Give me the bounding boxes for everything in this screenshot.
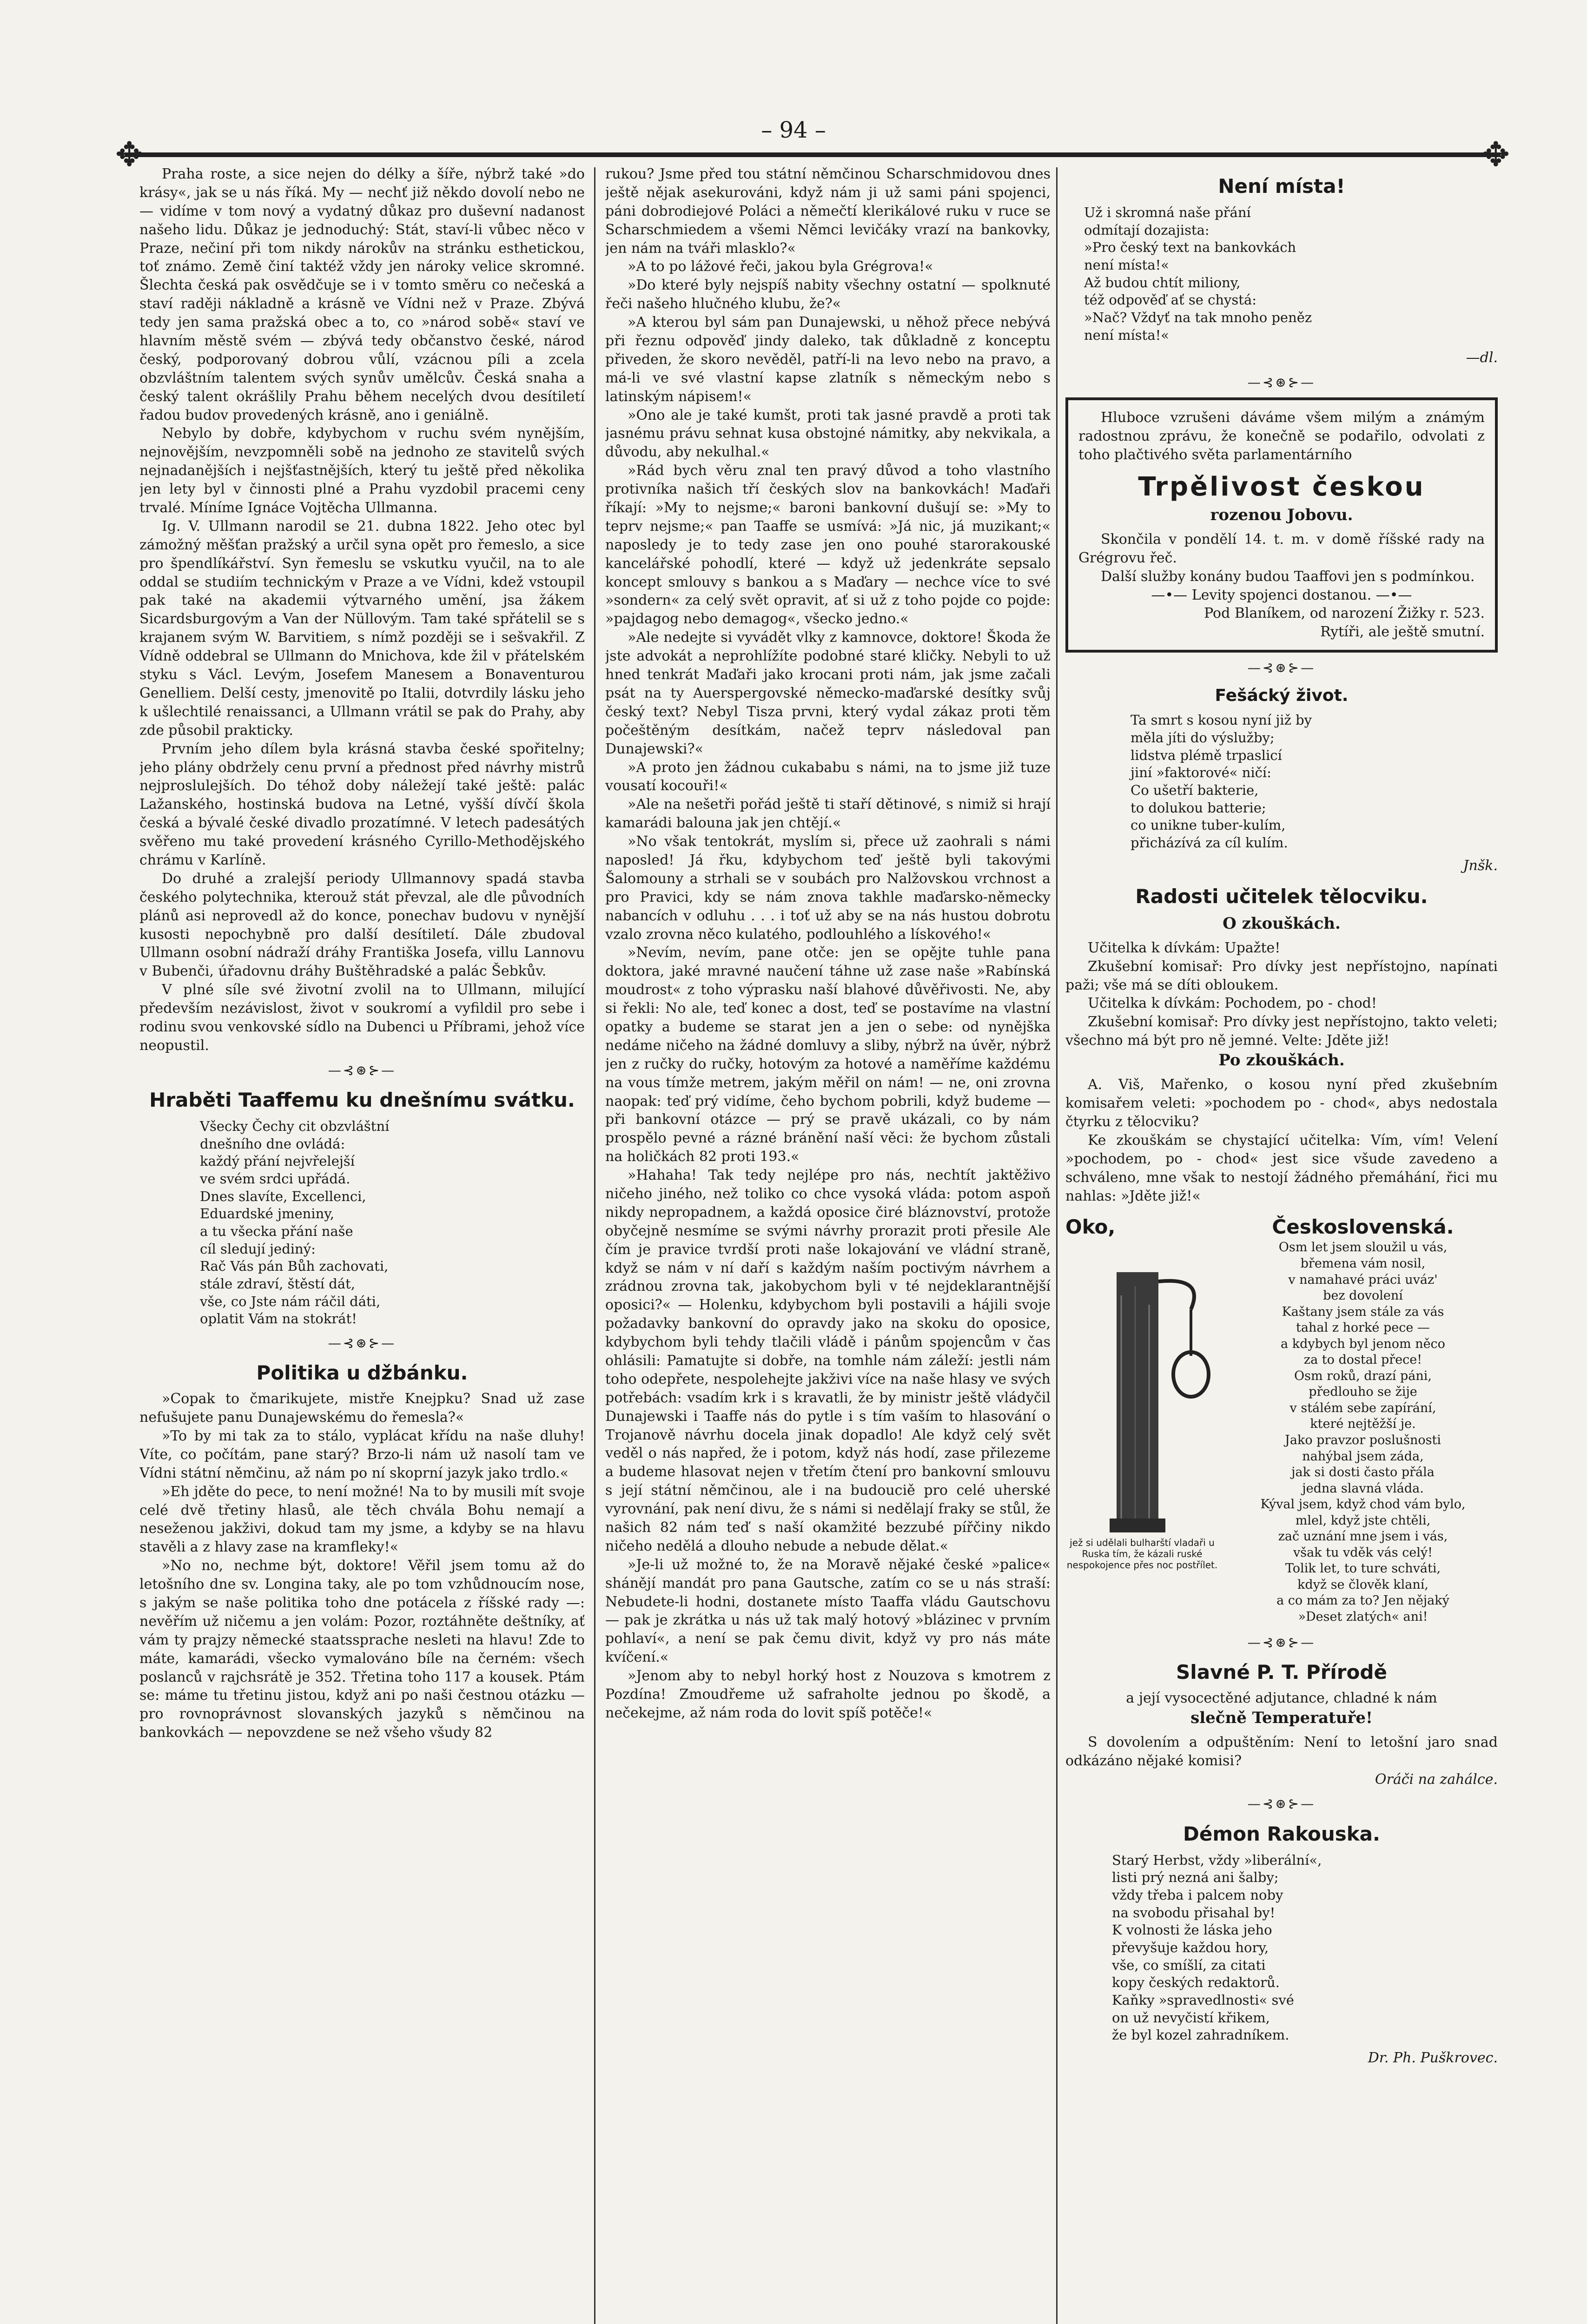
article-paragraph: »No však tentokrát, myslím si, přece už zaohrali s námi naposled! Já řku, kdybychom teď ještě byli takovými Šalomouny a strhali se v soubách pro Nalžovskou vrchnost a pro Pravici, kdy se nám znova takhle maďarsko-německy nabancích v odluhu . . . i toť už aby se na nás hustou dobrotu vzalo zrovna něco kulatého, podlouhlého a lískového!«: [605, 833, 1051, 943]
poem-line: Ta smrt s kosou nyní již by: [1131, 712, 1312, 728]
corner-ornament-icon: ✥: [115, 135, 144, 174]
poem-line: Osm roků, drazí páni,: [1294, 1368, 1432, 1383]
poem-line: které nejtěžší je.: [1310, 1417, 1416, 1432]
poem-line: vše, co Jste nám ráčil dáti,: [200, 1293, 381, 1309]
divider-ornament-icon: —⊰⊛⊱—: [1247, 1634, 1316, 1650]
poem-line: jedna slavná vláda.: [1302, 1481, 1424, 1496]
poem-line: co unikne tuber-kulím,: [1131, 817, 1286, 833]
poem-line: on už nevyčistí křikem,: [1112, 2009, 1270, 2026]
article-paragraph: »No no, nechme být, doktore! Věřil jsem tomu až do letošního dne sv. Longina taky, ale po tom vzhůdnoucím nose, s jakým se naše politika toho dne potácela z říšské rady —: nevěřím už ničemu a jen volám: Pozor, roztáhněte deštníky, ať vám ty prajzy německé staatssprache nesleti na hlavu! Zde to máte, kamarádi, všecko vymalováno bíle na černém: všech poslanců v rajchsrátě je 352. Třetina toho 117 a kousek. Ptám se: máme tu třetinu jistou, když ani po naši čestnou otázku — pro rovnoprávnost slovanských jazyků s němčinou na bankovkách — nepovzdene se než všeho všudy 82: [139, 1558, 585, 1741]
poem-line: v namahavé práci uváz': [1288, 1272, 1438, 1287]
poem-line: »Pro český text na bankovkách: [1084, 239, 1296, 256]
poem-line: ve svém srdci upřádá.: [200, 1170, 350, 1187]
poem-line: Až budou chtít miliony,: [1084, 274, 1241, 290]
corner-ornament-icon: ✥: [1481, 135, 1510, 174]
poem-line: Všecky Čechy cit obzvláštní: [200, 1118, 390, 1134]
subheadline: slečně Temperatuře!: [1190, 1708, 1373, 1727]
poem-line: Kaňky »spravedlnosti« své: [1112, 1992, 1294, 2008]
poem-line: na svobodu přisahal by!: [1112, 1904, 1276, 1921]
headline-demon: Démon Rakouska.: [1183, 1822, 1380, 1845]
poem-line: mlel, když jste chtěli,: [1295, 1513, 1431, 1528]
poem-line: odmítají dozajista:: [1084, 222, 1210, 238]
signature: Jnšk.: [1463, 857, 1498, 874]
article-paragraph: a její vysocectěné adjutance, chladné k nám: [1126, 1690, 1437, 1706]
poem-title: Československá.: [1272, 1215, 1454, 1238]
box-text: —•— Levity spojenci dostanou. —•—: [1151, 587, 1412, 603]
poem: [1084, 204, 1498, 344]
article-paragraph: »Jenom aby to nebyl horký host z Nouzova s kmotrem z Pozdína! Zmoudřeme už safraholte jednou po škodě, a nečekejme, až nám roda do lovit spíš potěče!«: [605, 1668, 1051, 1721]
poem-line: nahýbal jsem záda,: [1302, 1449, 1424, 1464]
divider-ornament-icon: —⊰⊛⊱—: [328, 1062, 397, 1078]
headline-neni-mista: Není místa!: [1218, 175, 1345, 198]
poem-line: Eduardské jmeniny,: [200, 1206, 334, 1222]
column-3: [1065, 165, 1498, 2324]
poem-line: vždy třeba i palcem noby: [1112, 1887, 1283, 1903]
poem-line: jak si dosti často přála: [1291, 1465, 1435, 1480]
poem-line: měla jíti do výslužby;: [1131, 729, 1275, 746]
headline-fesacky: Fešácký život.: [1215, 686, 1349, 706]
poem-line: když se člověk klaní,: [1297, 1577, 1428, 1592]
poem-line: Jako pravzor poslušnosti: [1285, 1433, 1441, 1447]
signature: Dr. Ph. Puškrovec.: [1368, 2050, 1498, 2067]
poem-line: a tu všecka přání naše: [200, 1223, 353, 1239]
poem-line: bez dovolení: [1323, 1288, 1403, 1303]
box-subtitle: rozenou Jobovu.: [1210, 505, 1353, 524]
poem-line: však tu vděk vás celý!: [1293, 1545, 1433, 1560]
poem-line: převyšuje každou hory,: [1112, 1939, 1269, 1955]
poem-line: jiní »faktorové« ničí:: [1131, 765, 1271, 781]
poem-line: cíl sledují jediný:: [200, 1241, 316, 1257]
article-paragraph: »Hahaha! Tak tedy nejlépe pro nás, nechtít jaktěživo ničeho jiného, než toliko co chce vysoká vláda: potom aspoň nikdy nepropadnem, a každá oposice čiré bláznovství, protože obyčejně nesmíme se svými návrhy prorazit proti přesile Ale čím je pravice tvrdší proti naše lokajování ve vládní straně, když se nám v ní daří s každým naším poctivým návrhem a zrádnou zrovna tak, jakobychom byli v té nejdeklarantnější oposici?« — Holenku, kdybychom byli postavili a hájili svoje požadavky bankovní do opravdy jako na skoku do oposice, kdybychom byli tehdy tlačili vládě i pánům spojencům v čas ohlásili: Pamatujte si dobře, na tomhle nám záleží: jestli nám toho odepřete, nespolehejte jakživi více na naše hlasy ve svých potřebách: vsadím krk i s kravatli, že by ministr ještě vládyčil Dunajewski i Taaffe nás do pytle i s tím vaším to hlasování o Trojanově návrhu docela jinak dopadlo! Ale když celý svět veděl o nás napřed, že i potom, když nás hodí, zase přilezeme a budeme hlasovat nejen v třetím čtení pro bankovní smlouvu s její státní němčinou, ale i na budouciě pro celé uherské vyrovnání, pak není divu, že s námi si nedělají fraky se stůl, že našich 82 nám teď s naší okamžité bezzubé pířčiny nikdo ničeho nedělá a dlouho nebude a nebude dělat.«: [605, 1167, 1051, 1554]
headline-politika: Politika u džbánku.: [256, 1361, 468, 1385]
poem: [1131, 712, 1498, 852]
subheadline: Po zkouškách.: [1218, 1051, 1345, 1070]
poem-line: a kdybych byl jenom něco: [1281, 1336, 1445, 1351]
article-paragraph: Ig. V. Ullmann narodil se 21. dubna 1822. Jeho otec byl zámožný měšťan pražský a určil syna opět pro řemeslo, a sice pro špendlíkářství. Syn řemeslu se vskutku vyučil, na to ale oddal se studiím technickým v Praze a ve Vídni, kdež vstoupil pak také na akademii výtvarného umění, jsa žákem Sicardsburgovým a Van der Nüllovým. Tam také spřátelil se s krajanem svým W. Barvitiem, s nímž později se i sešvakřil. Z Vídně oddebral se Ullmann do Mnichova, kde žil v přátelském styku s Václ. Levým, Josefem Manesem a Bonaventurou Genelliem. Delší cesty, jmenovitě po Italii, dotvrdily lásku jeho k ušlechtilé renaissanci, a Ullmann vrátil se pak do Prahy, aby zde působil prakticky.: [139, 518, 585, 739]
poem-line: »Deset zlatých« ani!: [1298, 1610, 1428, 1624]
box-text: Rytíři, ale ještě smutní.: [1320, 624, 1485, 640]
poem-line: za to dostal přece!: [1303, 1353, 1422, 1367]
signature: —dl.: [1466, 350, 1498, 366]
article-paragraph: »A kterou byl sám pan Dunajewski, u něhož přece nebývá při řeznu odpověď jindy daleko, tak důkladně z konceptu přiveden, že skoro nevěděl, patří-li na levo nebo na pravo, a má-li ve své vlastní kapse zlatník s německým nebo s latinským nápisem!«: [605, 314, 1051, 405]
article-paragraph: »To by mi tak za to stálo, vyplácat křídu na naše dluhy! Víte, co počítám, pane starý? Brzo-li nám už nasolí tam ve Vídni státní němčinu, až nám po ní skoprní jazyk jako trdlo.«: [139, 1427, 585, 1481]
signature: Oráči na zahálce.: [1375, 1771, 1498, 1788]
poem-line: Už i skromná naše přání: [1084, 204, 1251, 220]
poem-line: stále zdraví, štěstí dát,: [200, 1276, 356, 1292]
subheadline: O zkouškách.: [1223, 914, 1341, 933]
illustration-title: Oko,: [1065, 1215, 1116, 1238]
poem-line: předlouho se žije: [1309, 1385, 1417, 1400]
dialogue-line: Ke zkouškám se chystající učitelka: Vím, vím! Velení »pochodem, po - chod« jest sice všude zavedeno a schváleno, mne však to nestojí žádného přemáhání, řici mu nahlas: »Jděte již!«: [1065, 1132, 1498, 1204]
poem-line: Starý Herbst, vždy »liberální«,: [1112, 1852, 1322, 1868]
poem-line: zač uznání mne jsem i vás,: [1278, 1529, 1448, 1544]
article-paragraph: »Ale nedejte si vyvádět vlky z kamnovce, doktore! Škoda že jste advokát a neprohlížíte podobné staré kličky. Nebyli to už hned tenkrát Maďaři jako krocani proti nám, jak jsme začali psát na ty Auerspergovské německo-maďarské desítky svůj český text? Nebyl Tisza prvni, který vydal zákaz proti těm počeštěným desítkám, načež teprv následoval pan Dunajewski?«: [605, 629, 1051, 757]
poem-line: oplatit Vám na stokrát!: [200, 1311, 357, 1327]
poem-line: Kýval jsem, když chod vám bylo,: [1260, 1497, 1466, 1512]
dialogue-line: Zkušební komisař: Pro dívky jest nepřístojno, napínati paži; vše má se díti obloukem.: [1065, 958, 1498, 993]
illustration-caption: jež si udělali bulharští vladaři u Ruska tím, že kázali ruské nespokojence přes noc postřílet.: [1066, 1537, 1218, 1571]
box-text: Pod Blaníkem, od narození Žižky r. 523.: [1204, 605, 1485, 622]
poem: [200, 1118, 585, 1328]
divider-ornament-icon: —⊰⊛⊱—: [328, 1335, 397, 1351]
poem-line: v stálém sebe zapírání,: [1289, 1400, 1436, 1415]
column-2: [605, 165, 1051, 2324]
dialogue-line: Zkušební komisař: Pro dívky jest nepřístojno, takto veleti; všechno má být pro ně jemné. Velte: Jděte již!: [1065, 1014, 1498, 1049]
box-text: Další služby konány budou Taaffovi jen s podmínkou.: [1101, 568, 1475, 585]
poem-line: Kaštany jsem stále za vás: [1282, 1304, 1444, 1319]
article-paragraph: »Eh jděte do pece, to není možné! Na to by musili mít svoje celé dvě třetiny hlasů, ale těch chvála Bohu nemají a neseženou jakživi, dokud tam my jsme, a kdyby se na hlavu stavěli a z hlavy zase na kramfleky!«: [139, 1483, 585, 1556]
article-paragraph: »Ale na nešetři pořád ještě ti staří dětinové, s nimiž si hrají kamarádi balouna jak jen chtějí.«: [605, 796, 1051, 832]
poem-line: že byl kozel zahradníkem.: [1112, 2027, 1289, 2043]
poem-line: listi prý nezná ani šalby;: [1112, 1869, 1279, 1886]
box-text: Skončila v pondělí 14. t. m. v domě říšské rady na Grégrovu řeč.: [1078, 531, 1485, 566]
poem-line: každý přání nejvřelejší: [200, 1153, 355, 1169]
column-rule: [1056, 167, 1058, 2324]
article-paragraph: »A to po lážové řeči, jakou byla Grégrova!«: [628, 258, 933, 275]
poem-line: kopy českých redaktorů.: [1112, 1974, 1280, 1991]
article-paragraph: Do druhé a zralejší periody Ullmannovy spadá stavba českého polytechnika, kterouž stát převzal, ale dle původních plánů asi neprovedl až do konce, ponechav budovu v nynější kusosti nepochybně pro další desítiletí. Dále zbudoval Ullmann osobní nádraží dráhy Františka Josefa, villu Lannovu v Bubenči, úřadovnu dráhy Buštěhradské a palác Šebkův.: [139, 870, 585, 980]
dialogue-line: A. Viš, Mařenko, o kosou nyní před zkušebním komisařem veleti: »pochodem po - chod«, abys nedostala čtyrku z tělocviku?: [1065, 1076, 1498, 1130]
headline-slavne: Slavné P. T. Přírodě: [1176, 1660, 1387, 1684]
poem-line: a co mám za to? Jen nějaký: [1276, 1593, 1449, 1608]
poem-line: Osm let jsem sloužil u vás,: [1278, 1240, 1448, 1255]
column-rule: [594, 167, 595, 2324]
poem-line: K volnosti že láska jeho: [1112, 1922, 1272, 1938]
dialogue-line: Učitelka k dívkám: Pochodem, po - chod!: [1088, 995, 1377, 1012]
gallows-illustration: [1065, 1214, 1219, 1625]
illustrated-poem: [1065, 1214, 1498, 1625]
poem-line: vše, co smíšlí, za citati: [1112, 1957, 1266, 1973]
article-paragraph: rukou? Jsme před tou státní němčinou Scharschmidovou dnes ještě nějak asekurováni, když nám ji už sami páni spojenci, páni dobrodiejové Poláci a němečtí klerikálové ruku v ruce se Scharschmiedem a všemi Němci levičáky vrazí na bankovky, jen nám na tváři mlasklo?«: [605, 166, 1051, 257]
article-paragraph: »Copak to čmarikujete, mistře Knejpku? Snad už zase nefušujete panu Dunajewskému do řemesla?«: [139, 1391, 585, 1426]
poem-line: není místa!«: [1084, 327, 1170, 343]
poem-line: břemena vám nosil,: [1300, 1256, 1426, 1271]
divider-ornament-icon: —⊰⊛⊱—: [1247, 1796, 1316, 1812]
poem: [1228, 1240, 1498, 1625]
poem-line: dnešního dne ovládá:: [200, 1136, 345, 1152]
article-paragraph: S dovolením a odpuštěním: Není to letošní jaro snad odkázáno nějaké komisi?: [1065, 1734, 1498, 1769]
article-paragraph: Prvním jeho dílem byla krásná stavba české spořitelny; jeho plány obdržely cenu první a přednost před návrhy mistrů nejproslulejších. Do téhož doby náležejí také ještě: palác Lažanského, hostinská budova na Letné, vyšší dívčí škola česká a bývalé české divadlo prozatímné. V letech padesátých svěřeno mu také provedení krásného Cyrillo-Methodějského chrámu v Karlíně.: [139, 740, 585, 868]
article-paragraph: »Rád bych věru znal ten pravý důvod a toho vlastního protivníka našich tří českých slov na bankovkách! Maďaři říkají: »My to nejsme;« baroni bankovní dušují se: »My to teprv nejsme;« pan Taaffe se usmívá: »Já nic, já muzikant;« naposledy je to tedy zase jen ono pouhé starorakouské kancelářské pohodlí, které — když už jedenkráte sepsalo koncept smlouvy s bankou a s Maďary — nechce více to své »sondern« za celý svět opravit, ať si už z toho pojde co pojde: »pajdagog nebo demagog«, všecko jedno.«: [605, 462, 1051, 627]
poem-line: přicházívá za cíl kulím.: [1131, 835, 1288, 851]
column-1: [139, 165, 585, 2324]
poem-line: lidstva plémě trpaslicí: [1131, 747, 1282, 763]
mock-announcement-box: [1065, 397, 1498, 653]
dialogue-line: Učitelka k dívkám: Upažte!: [1088, 939, 1281, 956]
poem-line: Tolik let, to ture schváti,: [1285, 1561, 1441, 1576]
divider-ornament-icon: —⊰⊛⊱—: [1247, 660, 1316, 676]
poem-line: Rač Vás pán Bůh zachovati,: [200, 1258, 389, 1274]
article-paragraph: »A proto jen žádnou cukababu s námi, na to jsme již tuze vousatí kocouři!«: [605, 759, 1051, 794]
headline-taaffe: Hraběti Taaffemu ku dnešnímu svátku.: [149, 1088, 575, 1111]
poem-line: tahal z horké pece —: [1296, 1320, 1430, 1335]
page-number: – 94 –: [761, 117, 826, 143]
poem: [1112, 1852, 1498, 2045]
article-paragraph: V plné síle své životní zvolil na to Ullmann, milující především nezávislost, život v soukromí a vyfildil pro sebe i rodinu svou venkovské sídlo na Dubenci u Příbrami, jehož více neopustil.: [139, 982, 585, 1054]
poem-line: též odpověď ať se chystá:: [1084, 292, 1257, 308]
article-paragraph: Praha roste, a sice nejen do délky a šíře, nýbrž také »do krásy«, jak se u nás říká. My — nechť již někdo dovolí nebo ne — vidíme v tom nový a vydatný důkaz pro duševní nadanost našeho lidu. Důkaz je jednoduchý: Stát, staví-li vůbec něco v Praze, nečiní při tom nikdy nárokův na stránku esthetickou, toť známo. Země činí taktéž vždy jen nároky velice skromné. Šlechta česká pak osvědčuje se i v tomto směru co nečeská a staví raději nákladně a krásně ve Vídni než v Praze. Zbývá tedy jen sama pražská obec a to, co »národ sobě« staví ve hlavním městě svém — zbývá tedy občanstvo české, národ český, podporovaný dobrou vůlí, vzácnou píli a zcela obzvláštním talentem svých synův umělcův. Česká snaha a český talent okrášlily Prahu během necelých dvou desítiletí řadou budov provedených krásně, ano i geniálně.: [139, 166, 585, 423]
article-paragraph: »Je-li už možné to, že na Moravě nějaké české »palice« shánějí mandát pro pana Gautsche, zatím co se u nás straší: Nebudete-li hodni, dostanete místo Taaffa vládu Gautschovu — pak je zkrátka u nás už tak malý hotový »blázinec v prvním pohlaví«, a není se pak čemu divit, když vy pro nás máte kvíčení.«: [605, 1556, 1051, 1666]
article-paragraph: »Ono ale je také kumšt, proti tak jasné pravdě a proti tak jasnému právu sehnat kusa obstojné námitky, aby nekvikala, a důvodu, aby nekulhal.«: [605, 407, 1051, 461]
article-paragraph: »Do které byly nejspíš nabity všechny ostatní — spolknuté řeči našeho hlučného klubu, že?«: [605, 277, 1051, 312]
poem-line: Dnes slavíte, Excellenci,: [200, 1188, 366, 1204]
box-text: Hluboce vzrušeni dáváme všem milým a známým radostnou zprávu, že konečně se podařilo, odvolati z toho plačtivého světa parlamentárního: [1078, 409, 1485, 463]
article-paragraph: »Nevím, nevím, pane otče: jen se opějte tuhle pana doktora, jaké mravné naučení táhne už zase naše »Rabínská moudrost« z toho výprasku naší blahové důvěřivosti. Ne, aby si řekli: No ale, teď konec a dost, teď se postavíme na vlastní opatky a budeme se starat jen a jen o sebe: od nynějška nedáme ničeho na žádné domluvy a sliby, nýbrž na úvěr, nýbrž jen z ručky do ručky, hotovým za hotové a naměříme každému na vous tímže metrem, jakým měřil on nám! — ne, oni zrovna naopak: teď prý vidíme, čeho bychom pobrili, když budeme — při bankovní otázce — prý se pravě ukázali, co by nám prospělo pevné a rázné bránění naší věci: že bychom zůstali na holičkách 82 proti 193.«: [605, 944, 1051, 1165]
headline-radosti: Radosti učitelek tělocviku.: [1135, 885, 1428, 908]
divider-ornament-icon: —⊰⊛⊱—: [1247, 375, 1316, 390]
article-paragraph: Nebylo by dobře, kdybychom v ruchu svém nynějším, nejnovějším, nevzpomněli sobě na jednoho ze stavitelů svých nejnadanějších i nejšťastnějších, který tu ještě před několika jen lety byl v činnosti plné a Prahu vyzdobil pracemi ceny trvalé. Míníme Ignáce Vojtěcha Ullmanna.: [139, 425, 585, 516]
poem-line: není místa!«: [1084, 257, 1170, 273]
gallows-noose-icon: [1065, 1240, 1219, 1537]
box-title: Trpělivost českou: [1138, 472, 1425, 502]
poem-line: »Nač? Vždyť na tak mnoho peněz: [1084, 309, 1312, 325]
poem-line: Co ušetří bakterie,: [1131, 782, 1259, 799]
poem-line: to dolukou batterie;: [1131, 799, 1266, 816]
